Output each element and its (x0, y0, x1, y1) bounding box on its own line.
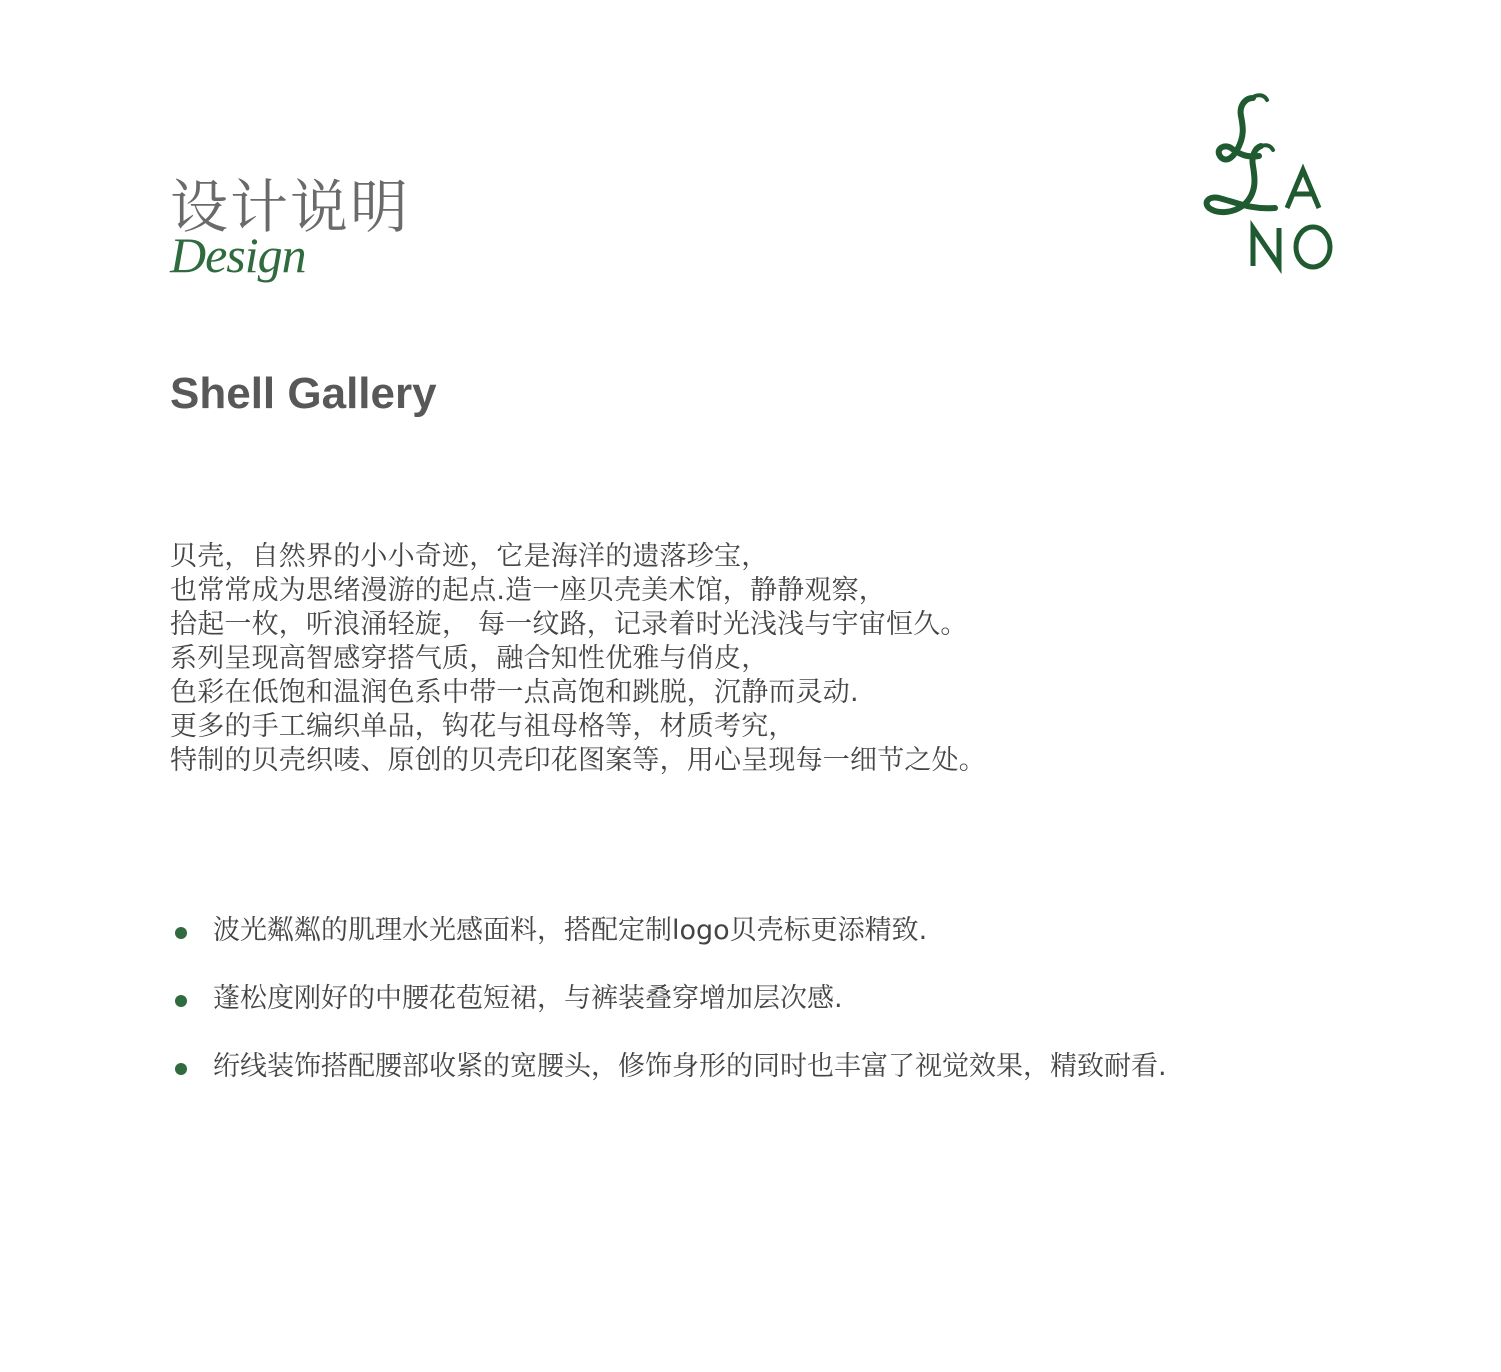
description-paragraph (170, 540, 1270, 778)
page-subtitle: Design (170, 227, 306, 283)
feature-text: 波光粼粼的肌理水光感面料，搭配定制logo贝壳标更添精致. (213, 915, 928, 946)
feature-text: 蓬松度刚好的中腰花苞短裙，与裤装叠穿增加层次感. (213, 983, 843, 1014)
description-line: 拾起一枚，听浪涌轻旋， 每一纹路，记录着时光浅浅与宇宙恒久。 (170, 609, 968, 640)
bullet-dot-icon (175, 995, 187, 1007)
description-line: 特制的贝壳织唛、原创的贝壳印花图案等，用心呈现每一细节之处。 (170, 745, 986, 776)
description-line: 也常常成为思绪漫游的起点.造一座贝壳美术馆，静静观察， (170, 575, 886, 606)
feature-list (170, 910, 1330, 1114)
feature-item (170, 910, 1330, 978)
feature-item (170, 978, 1330, 1046)
feature-item (170, 1046, 1330, 1114)
brand-logo (1195, 88, 1345, 278)
description-line: 色彩在低饱和温润色系中带一点高饱和跳脱，沉静而灵动. (170, 677, 859, 708)
bullet-dot-icon (175, 1063, 187, 1075)
description-line: 系列呈现高智感穿搭气质，融合知性优雅与俏皮， (170, 643, 769, 674)
description-line: 更多的手工编织单品，钩花与祖母格等，材质考究， (170, 711, 796, 742)
bullet-dot-icon (175, 927, 187, 939)
collection-name: Shell Gallery (170, 369, 437, 418)
description-line: 贝壳，自然界的小小奇迹，它是海洋的遗落珍宝， (170, 541, 769, 572)
page-title: 设计说明 (170, 173, 411, 241)
feature-text: 绗线装饰搭配腰部收紧的宽腰头，修饰身形的同时也丰富了视觉效果，精致耐看. (213, 1051, 1167, 1082)
